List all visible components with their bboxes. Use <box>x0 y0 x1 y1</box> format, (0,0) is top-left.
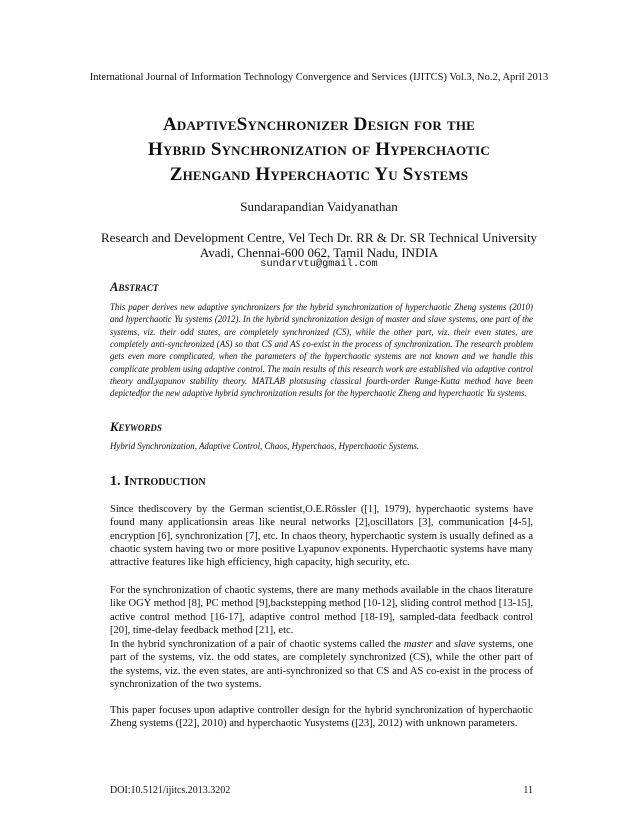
author-name: Sundarapandian Vaidyanathan <box>240 199 398 214</box>
paragraph-text: systems, one part of the systems, viz. the odd states, are completely synchronized (CS), while the other part of the systems, viz. the even states, are anti-synchronized so that CS and AS co-exist in the process of synchronization of the two systems. <box>110 639 533 690</box>
term-slave: slave <box>453 639 476 650</box>
intro-paragraph-1: Since thediscovery by the German scientist,O.E.Rössler ([1], 1979), hyperchaotic systems have found many applicationsin areas like neural networks [2],oscillators [3], communication [4-5], encryption [6], synchronization [7], etc. In chaos theory, hyperchaotic system is usually defined as a chaotic system having two or more positive Lyapunov exponents. Hyperchaotic systems have many attractive features like high efficiency, high capacity, high security, etc. <box>110 504 533 568</box>
affiliation-line: Avadi, Chennai-600 062, Tamil Nadu, INDIA <box>199 245 439 260</box>
title-line: Hybrid Synchronization of Hyperchaotic <box>148 139 490 160</box>
introduction-heading: 1. Introduction <box>110 474 206 489</box>
title-line: AdaptiveSynchronizer Design for the <box>162 114 476 135</box>
abstract-text: This paper derives new adaptive synchronizers for the hybrid synchronization of hyperchaotic Zheng systems (2010) and hyperchaotic Yu systems (2012). In the hybrid synchronization design of master and slave systems, one part of the systems, viz. their odd states, are completely synchronized (CS), while the other part, viz. their even states, are completely anti-synchronized (AS) so that CS and AS co-exist in the process of synchronization. The research problem gets even more complicated, when the parameters of the hyperchaotic systems are not known and we handle this complicate problem using adaptive control. The main results of this research work are established via adaptive control theory andLyapunov stability theory. MATLAB plotsusing classical fourth-order Runge-Kutta method have been depictedfor the new adaptive hybrid synchronization results for the hyperchaotic Zheng and hyperchaotic Yu systems. <box>110 302 533 399</box>
keywords-text: Hybrid Synchronization, Adaptive Control, Chaos, Hyperchaos, Hyperchaotic Systems. <box>110 441 420 451</box>
paper-title <box>60 112 578 187</box>
keywords-heading: Keywords <box>110 420 162 434</box>
paragraph-text: and <box>432 639 454 650</box>
footer-doi: DOI:10.5121/ijitcs.2013.3202 <box>110 785 231 796</box>
affiliation <box>0 230 638 260</box>
title-line: Zhengand Hyperchaotic Yu Systems <box>169 164 469 185</box>
abstract-heading: Abstract <box>110 280 159 294</box>
author-email: sundarvtu@gmail.com <box>260 258 378 270</box>
affiliation-line: Research and Development Centre, Vel Tech Dr. RR & Dr. SR Technical University <box>100 230 538 245</box>
running-head: International Journal of Information Technology Convergence and Services (IJITCS) Vol.3, No.2, April 2013 <box>89 72 549 83</box>
page-number: 11 <box>523 785 533 796</box>
intro-paragraph-2: For the synchronization of chaotic systems, there are many methods available in the chaos literature like OGY method [8], PC method [9],backstepping method [10-12], sliding control method [13-15], active control method [16-17], adaptive control method [18-19], sampled-data feedback control [20], time-delay feedback method [21], etc. <box>110 585 533 636</box>
paragraph-text: In the hybrid synchronization of a pair of chaotic systems called the <box>110 639 404 650</box>
intro-paragraph-4: This paper focuses upon adaptive controller design for the hybrid synchronization of hyperchaotic Zheng systems ([22], 2010) and hyperchaotic Yusystems ([23], 2012) with unknown parameters. <box>110 705 533 730</box>
term-master: master <box>403 639 433 650</box>
intro-paragraph-3 <box>110 638 533 691</box>
